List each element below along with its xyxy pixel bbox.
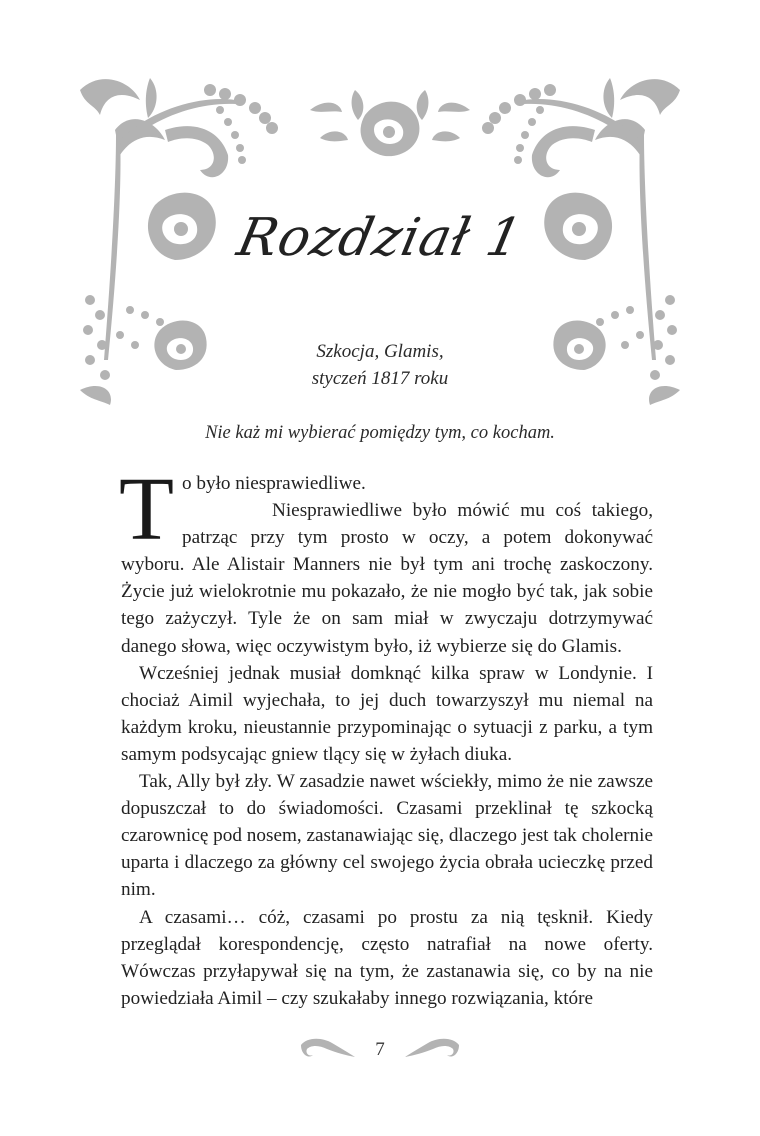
epigraph: Nie każ mi wybierać pomiędzy tym, co kocham. xyxy=(205,423,555,443)
paragraph: o było niesprawiedliwe. xyxy=(181,473,366,494)
place-line: Szkocja, Glamis, xyxy=(316,341,444,362)
chapter-location-date xyxy=(0,338,760,392)
chapter-title: Rozdział 1 xyxy=(232,208,528,268)
page-footer xyxy=(0,1030,760,1070)
left-flourish-icon xyxy=(297,1035,357,1066)
right-flourish-icon xyxy=(403,1035,463,1066)
date-line: styczeń 1817 roku xyxy=(311,368,449,389)
paragraph: Wcześniej jednak musiał domknąć kilka spraw w Londynie. I chociaż Aimil wyjechała, to jej duch towarzyszył mu niemal na każdym kroku, nieustannie przypominając o sytuacji z parku, a tym samym podsycając gniew tlący się w żyłach diuka. xyxy=(121,662,653,765)
top-rose-ornament xyxy=(300,80,480,160)
chapter-body xyxy=(119,460,653,1012)
paragraph: Tak, Ally był zły. W zasadzie nawet wściekły, mimo że nie zawsze dopuszczał to do świadomości. Czasami przeklinał tę szkocką czarownicę pod nosem, zastanawiając się, dlaczego jest tak cholernie uparta i dlaczego za główny cel swojego życia obrała ucieczkę przed nim. xyxy=(121,771,653,901)
drop-cap: T xyxy=(119,460,174,559)
paragraph: A czasami… cóż, czasami po prostu za nią tęsknił. Kiedy przeglądał korespondencję, często natrafiał na nowe oferty. Wówczas przyłapywał się na tym, że zastanawia się, co by na nie powiedziała Aimil – czy szukałaby innego rozwiązania, które xyxy=(121,906,653,1009)
paragraph: Niesprawiedliwe było mówić mu coś takiego, patrząc przy tym prosto w oczy, a potem dokonywać wyboru. Ale Alistair Manners nie był tym ani trochę zaskoczony. Życie już wielokrotnie mu pokazało, że nie mogło być tak, jak sobie tego zażyczył. Tyle że on sam miał w zwyczaju dotrzymywać danego słowa, więc oczywistym było, iż wybierze się do Glamis. xyxy=(121,500,653,657)
page-number: 7 xyxy=(375,1039,385,1060)
